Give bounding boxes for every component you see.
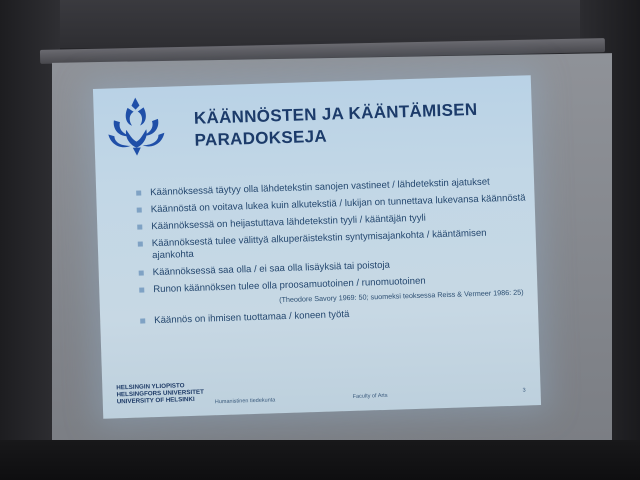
list-item: Käännöstä on voitava lukea kuin alkutekstiä / lukijan on tunnettava lukevansa käännöstä [137, 192, 527, 216]
slide-title-line-2: PARADOKSEJA [194, 126, 328, 150]
bullet-marker-icon [137, 224, 142, 229]
projected-slide [93, 75, 541, 419]
bullet-marker-icon [137, 207, 142, 212]
list-item: Runon käännöksen tulee olla proosamuotoinen / runomuotoinen [139, 272, 529, 296]
bullet-marker-icon [138, 241, 143, 246]
citation: (Theodore Savory 1969: 50; suomeksi teoksessa Reiss & Vermeer 1986: 25) [278, 287, 524, 305]
bullet-marker-icon [140, 318, 145, 323]
bullet-list [136, 175, 530, 332]
list-item: Käännöksessä saa olla / ei saa olla lisäyksiä tai poistoja [139, 255, 529, 279]
list-item: Käännös on ihmisen tuottamaa / koneen työtä [140, 303, 530, 327]
helsinki-flame-logo-icon [105, 95, 167, 159]
bullet-marker-icon [136, 190, 141, 195]
faculty-name: Humanistinen tiedekunta [214, 397, 276, 406]
floor-shadow [0, 440, 640, 480]
bullet-marker-icon [139, 287, 144, 292]
list-item: Käännöksessä täytyy olla lähdetekstin sanojen vastineet / lähdetekstin ajatukset [136, 175, 526, 199]
bullet-marker-icon [139, 270, 144, 275]
slide-title [194, 98, 515, 152]
list-item: Käännöksessä on heijastuttava lähdetekstin tyyli / kääntäjän tyyli [137, 209, 527, 233]
list-item: Käännöksestä tulee välittyä alkuperäistekstin syntymisajankohta / kääntämisen ajankohta [138, 226, 529, 262]
slide-title-line-1: KÄÄNNÖSTEN JA KÄÄNTÄMISEN [193, 99, 478, 128]
university-name: HELSINGIN YLIOPISTO HELSINGFORS UNIVERSITET UNIVERSITY OF HELSINKI [116, 382, 204, 406]
left-wall [0, 0, 60, 480]
faculty-name-en: Faculty of Arts [352, 392, 388, 400]
page-number: 3 [522, 387, 526, 394]
